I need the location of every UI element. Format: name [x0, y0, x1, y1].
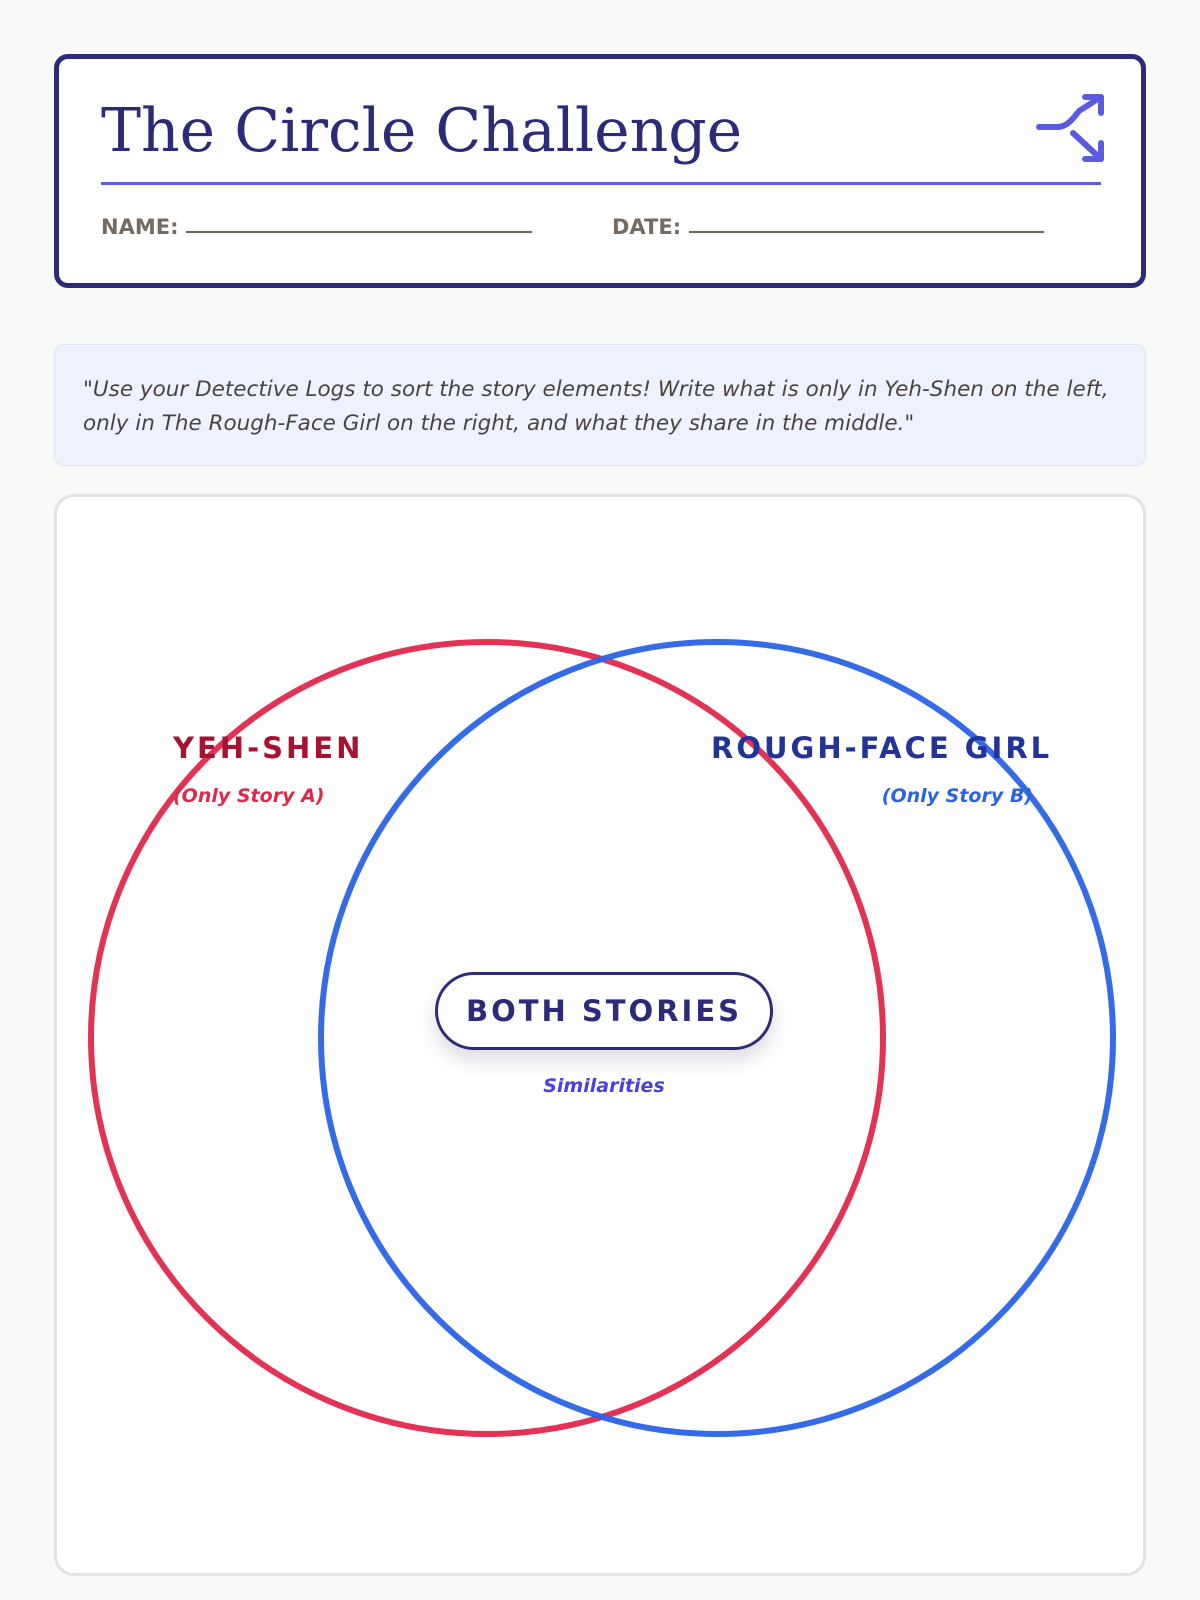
venn-diagram-card	[54, 494, 1146, 1576]
date-label: DATE:	[612, 215, 682, 239]
page-title: The Circle Challenge	[101, 96, 743, 166]
name-field[interactable]	[101, 215, 532, 239]
date-field[interactable]	[612, 215, 1044, 239]
yeh-shen-title: YEH-SHEN	[173, 731, 364, 765]
both-stories-badge: BOTH STORIES	[435, 972, 773, 1050]
rough-face-girl-subtitle: (Only Story B)	[881, 785, 1033, 807]
name-label: NAME:	[101, 215, 179, 239]
shuffle-icon	[1035, 93, 1107, 165]
instruction-text: "Use your Detective Logs to sort the story elements! Write what is only in Yeh-Shen on the left, only in The Rough-Face Girl on the right, and what they share in the middle."	[83, 377, 1109, 436]
similarities-subtitle: Similarities	[543, 1075, 665, 1097]
name-blank-line[interactable]	[186, 231, 532, 233]
instruction-box	[54, 344, 1146, 466]
title-underline	[101, 182, 1101, 185]
yeh-shen-subtitle: (Only Story A)	[173, 785, 325, 807]
date-blank-line[interactable]	[689, 231, 1044, 233]
worksheet-header	[54, 54, 1146, 288]
rough-face-girl-title: ROUGH-FACE GIRL	[711, 731, 1053, 765]
